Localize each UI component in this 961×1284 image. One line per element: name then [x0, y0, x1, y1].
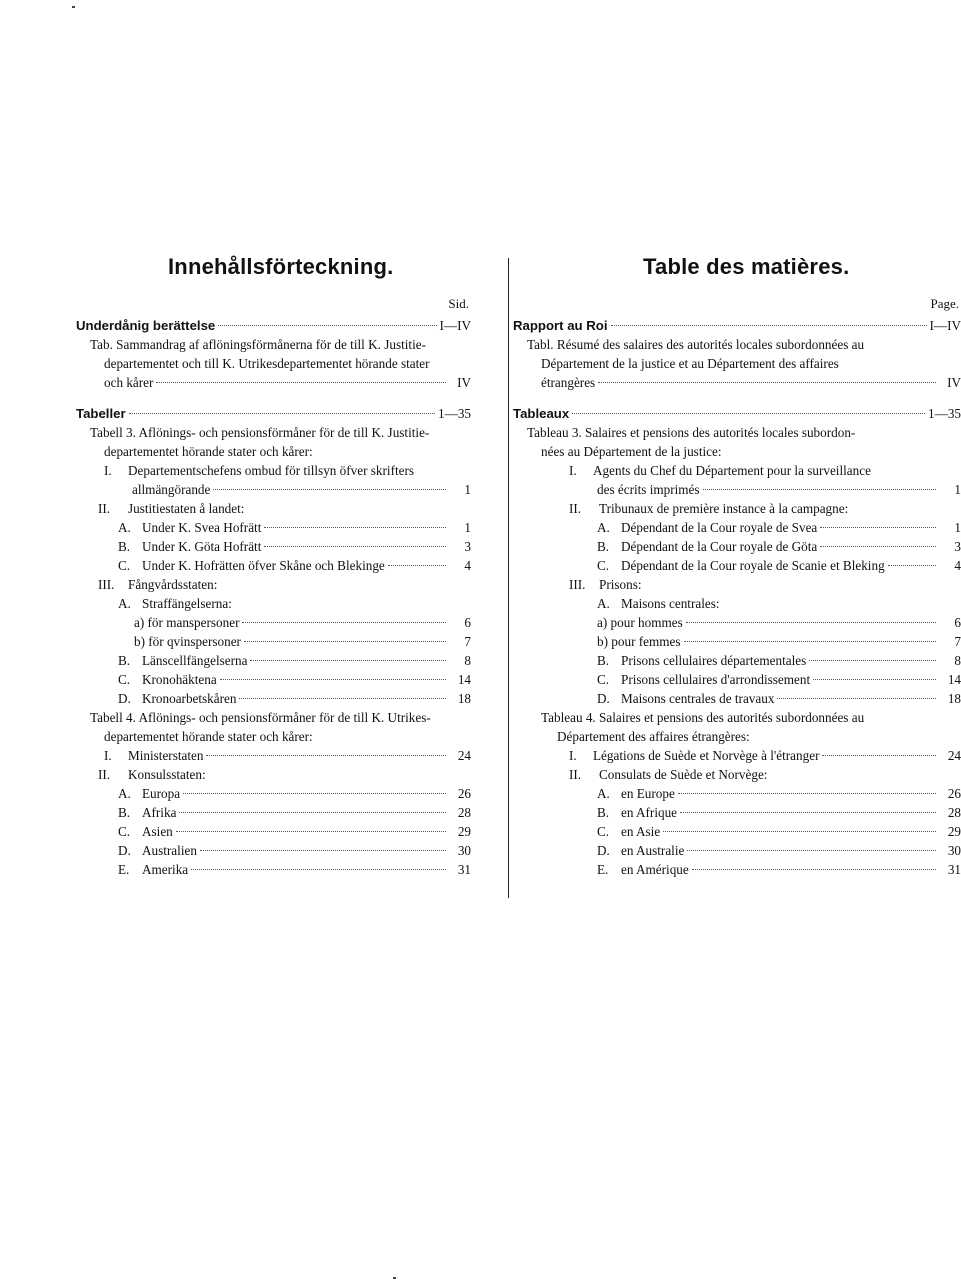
toc-entry-number: B.: [597, 805, 610, 820]
toc-entry: [513, 404, 961, 423]
toc-entry-number: I.: [104, 748, 112, 763]
toc-entry-page: 6: [954, 615, 961, 630]
toc-entry: [76, 689, 471, 708]
toc-entry-page: 1—35: [928, 406, 961, 421]
toc-entry: [513, 480, 961, 499]
toc-entry-text: Fångvårdsstaten:: [128, 577, 218, 592]
toc-entry-text: Tabeller: [76, 406, 126, 421]
toc-entry-number: B.: [118, 805, 131, 820]
toc-entry-text: b) för qvinspersoner: [134, 634, 241, 649]
toc-entry-text: Justitiestaten å landet:: [128, 501, 245, 516]
toc-entry-text: Straffängelserna:: [142, 596, 232, 611]
dot-leader: [264, 546, 446, 547]
toc-entry: [76, 423, 471, 442]
toc-entry-number: A.: [597, 596, 610, 611]
toc-entry-page: I—IV: [439, 318, 471, 333]
toc-entry: [513, 651, 961, 670]
toc-entry: [76, 480, 471, 499]
toc-entry: [513, 765, 961, 784]
toc-entry-page: 24: [947, 748, 961, 763]
toc-entry-text: Under K. Hofrätten öfver Skåne och Blekinge: [142, 558, 385, 573]
toc-entry-number: I.: [104, 463, 112, 478]
toc-entry-number: II.: [98, 501, 111, 516]
toc-entry: [513, 335, 961, 354]
dot-leader: [156, 382, 446, 383]
toc-entry-text: Underdånig berättelse: [76, 318, 216, 333]
toc-entry: [76, 537, 471, 556]
toc-entry-number: E.: [118, 862, 130, 877]
toc-entry-text: Australien: [142, 843, 197, 858]
toc-entry-number: D.: [118, 843, 131, 858]
toc-entry-text: Légations de Suède et Norvège à l'étranger: [593, 748, 820, 763]
toc-entry-text: nées au Département de la justice:: [541, 444, 722, 459]
toc-entry-text: departementet hörande stater och kårer:: [104, 444, 313, 459]
toc-entry: [513, 803, 961, 822]
toc-entry-number: A.: [118, 520, 131, 535]
dot-leader: [191, 869, 446, 870]
toc-entry-text: Departementschefens ombud för tillsyn öfver skrifters: [128, 463, 415, 478]
toc-entry: [513, 518, 961, 537]
toc-entry-page: 18: [457, 691, 471, 706]
dot-leader: [822, 755, 936, 756]
toc-entry-text: Dépendant de la Cour royale de Göta: [621, 539, 818, 554]
toc-entry-page: 7: [954, 634, 961, 649]
toc-entry-text: en Europe: [621, 786, 675, 801]
toc-entry-text: allmängörande: [132, 482, 211, 497]
toc-entry-text: Tableau 4. Salaires et pensions des autorités subordonnées au: [541, 710, 865, 725]
toc-entry-page: 4: [954, 558, 961, 573]
toc-entry: [513, 632, 961, 651]
toc-entry: [76, 841, 471, 860]
toc-entry-text: a) pour hommes: [597, 615, 683, 630]
toc-entry-number: D.: [118, 691, 131, 706]
toc-entry: [76, 556, 471, 575]
toc-entry: [76, 632, 471, 651]
toc-entry-number: A.: [118, 786, 131, 801]
toc-entry-page: 26: [457, 786, 471, 801]
toc-entry-number: D.: [597, 843, 610, 858]
toc-entry: [76, 822, 471, 841]
toc-entry: [513, 708, 961, 727]
toc-entry: [513, 575, 961, 594]
toc-entry-text: Tabl. Résumé des salaires des autorités locales subordonnées au: [527, 337, 865, 352]
toc-entry: [513, 670, 961, 689]
toc-entry-page: 4: [464, 558, 471, 573]
toc-entry-text: Asien: [142, 824, 173, 839]
toc-entry-number: B.: [597, 539, 610, 554]
dot-leader: [239, 698, 446, 699]
toc-entry: [513, 822, 961, 841]
toc-entry: [76, 373, 471, 392]
toc-entry: [76, 461, 471, 480]
toc-entry: [76, 335, 471, 354]
toc-entry-page: 28: [947, 805, 961, 820]
toc-entry-text: Prisons cellulaires départementales: [621, 653, 807, 668]
toc-entry: [513, 316, 961, 335]
toc-entry: [513, 841, 961, 860]
toc-entry-text: Amerika: [142, 862, 189, 877]
toc-entry-page: 14: [947, 672, 961, 687]
toc-entry-page: 24: [457, 748, 471, 763]
dot-leader: [611, 325, 927, 326]
toc-entry-text: en Asie: [621, 824, 661, 839]
toc-entry-page: 28: [457, 805, 471, 820]
toc-entry-number: C.: [597, 672, 610, 687]
toc-entry-text: och kårer: [104, 375, 154, 390]
toc-entry: [76, 784, 471, 803]
toc-entry-number: I.: [569, 463, 577, 478]
toc-entry-text: Tableaux: [513, 406, 570, 421]
toc-entry: [513, 373, 961, 392]
toc-entry-text: b) pour femmes: [597, 634, 681, 649]
toc-entry-number: C.: [118, 824, 131, 839]
toc-entry-page: 29: [457, 824, 471, 839]
toc-entry-number: A.: [597, 520, 610, 535]
toc-entry-text: Kronohäktena: [142, 672, 217, 687]
page-column-label-swedish: Sid.: [448, 296, 469, 311]
dot-leader: [242, 622, 446, 623]
dot-leader: [176, 831, 446, 832]
toc-entry-text: departementet och till K. Utrikesdepartementet hörande stater: [104, 356, 430, 371]
toc-entry-number: A.: [118, 596, 131, 611]
toc-entry-number: I.: [569, 748, 577, 763]
toc-entry-text: Tabell 3. Aflönings- och pensionsförmåner för de till K. Justitie-: [90, 425, 430, 440]
toc-entry-page: 18: [947, 691, 961, 706]
toc-entry-page: 29: [947, 824, 961, 839]
toc-entry: [76, 746, 471, 765]
toc-entry: [513, 594, 961, 613]
toc-entry: [513, 860, 961, 879]
toc-entry-text: Consulats de Suède et Norvège:: [599, 767, 768, 782]
toc-entry-text: Under K. Svea Hofrätt: [142, 520, 262, 535]
toc-entry-number: B.: [118, 539, 131, 554]
toc-entry-page: 1: [954, 520, 961, 535]
toc-entry-text: departementet hörande stater och kårer:: [104, 729, 313, 744]
toc-entry: [513, 537, 961, 556]
dot-leader: [684, 641, 937, 642]
toc-entry-page: 8: [464, 653, 471, 668]
toc-entry-page: 8: [954, 653, 961, 668]
toc-entry-number: C.: [597, 824, 610, 839]
toc-title-swedish: Innehållsförteckning.: [168, 254, 394, 279]
toc-entry: [76, 860, 471, 879]
toc-entry: [513, 442, 961, 461]
dot-leader: [703, 489, 936, 490]
dot-leader: [264, 527, 446, 528]
toc-entry-text: Prisons cellulaires d'arrondissement: [621, 672, 811, 687]
toc-entry-text: Dépendant de la Cour royale de Svea: [621, 520, 818, 535]
dot-leader: [678, 793, 936, 794]
dot-leader: [888, 565, 936, 566]
toc-entry: [76, 613, 471, 632]
toc-entry-number: II.: [569, 767, 582, 782]
toc-entry-number: B.: [597, 653, 610, 668]
dot-leader: [213, 489, 446, 490]
dot-leader: [820, 527, 936, 528]
toc-entry: [76, 518, 471, 537]
toc-entry: [513, 746, 961, 765]
toc-entry-text: Tribunaux de première instance à la campagne:: [599, 501, 849, 516]
toc-entry-page: 1—35: [438, 406, 471, 421]
toc-entry: [76, 727, 471, 746]
toc-entry-page: I—IV: [929, 318, 961, 333]
toc-entry: [76, 594, 471, 613]
toc-entry: [513, 461, 961, 480]
toc-entry: [76, 708, 471, 727]
toc-entry-text: en Amérique: [621, 862, 689, 877]
toc-entry: [76, 499, 471, 518]
toc-entry-number: C.: [597, 558, 610, 573]
toc-entry: [76, 442, 471, 461]
toc-entry-text: en Afrique: [621, 805, 678, 820]
toc-entry-text: a) för manspersoner: [134, 615, 240, 630]
dot-leader: [244, 641, 446, 642]
toc-entry: [76, 765, 471, 784]
toc-entry-text: Département de la justice et au Département des affaires: [541, 356, 839, 371]
toc-entry-text: Prisons:: [599, 577, 642, 592]
toc-entry: [76, 404, 471, 423]
toc-entry-text: Agents du Chef du Département pour la surveillance: [593, 463, 871, 478]
toc-entry-text: Tab. Sammandrag af aflöningsförmånerna för de till K. Justitie-: [90, 337, 426, 352]
toc-entry-page: 31: [457, 862, 471, 877]
dot-leader: [680, 812, 936, 813]
toc-entry-page: 1: [954, 482, 961, 497]
dot-leader: [692, 869, 936, 870]
scan-speck: [72, 6, 75, 8]
dot-leader: [687, 850, 936, 851]
toc-entry-page: IV: [457, 375, 471, 390]
dot-leader: [200, 850, 446, 851]
dot-leader: [388, 565, 446, 566]
toc-entry-number: III.: [569, 577, 586, 592]
dot-leader: [218, 325, 436, 326]
toc-entry-text: Under K. Göta Hofrätt: [142, 539, 262, 554]
toc-entry-text: en Australie: [621, 843, 685, 858]
dot-leader: [179, 812, 446, 813]
toc-entry: [513, 689, 961, 708]
dot-leader: [686, 622, 936, 623]
toc-entry: [76, 316, 471, 335]
scan-speck: [393, 1277, 396, 1279]
toc-entry-number: B.: [118, 653, 131, 668]
toc-entry-page: 3: [954, 539, 961, 554]
toc-entry-text: Europa: [142, 786, 181, 801]
toc-entry-page: 1: [464, 520, 471, 535]
toc-entry-number: III.: [98, 577, 115, 592]
toc-entry-number: E.: [597, 862, 609, 877]
toc-entry-text: Kronoarbetskåren: [142, 691, 237, 706]
toc-entry-text: des écrits imprimés: [597, 482, 700, 497]
dot-leader: [598, 382, 936, 383]
toc-entry-text: Rapport au Roi: [513, 318, 608, 333]
toc-entry-page: 7: [464, 634, 471, 649]
toc-entry: [513, 354, 961, 373]
toc-entry: [513, 423, 961, 442]
toc-entry-page: 31: [947, 862, 961, 877]
toc-entry: [76, 354, 471, 373]
toc-entry-page: 1: [464, 482, 471, 497]
toc-entry-page: IV: [947, 375, 961, 390]
toc-entry-text: Maisons centrales de travaux: [621, 691, 775, 706]
toc-entry: [513, 556, 961, 575]
dot-leader: [250, 660, 446, 661]
toc-entry-page: 14: [457, 672, 471, 687]
toc-entry: [513, 499, 961, 518]
dot-leader: [572, 413, 925, 414]
toc-entry-text: Tabell 4. Aflönings- och pensionsförmåner för de till K. Utrikes-: [90, 710, 431, 725]
dot-leader: [777, 698, 936, 699]
page-column-label-french: Page.: [930, 296, 959, 311]
toc-entry: [513, 613, 961, 632]
toc-title-french: Table des matières.: [643, 254, 850, 279]
dot-leader: [809, 660, 936, 661]
toc-entry: [76, 803, 471, 822]
toc-entry: [76, 575, 471, 594]
toc-entry-text: Maisons centrales:: [621, 596, 720, 611]
toc-entry-text: Dépendant de la Cour royale de Scanie et Bleking: [621, 558, 885, 573]
toc-entry-text: Département des affaires étrangères:: [557, 729, 750, 744]
toc-entry: [513, 784, 961, 803]
toc-entry-number: A.: [597, 786, 610, 801]
dot-leader: [813, 679, 936, 680]
dot-leader: [820, 546, 936, 547]
column-divider: [508, 258, 509, 898]
toc-entry-text: Afrika: [142, 805, 177, 820]
toc-entry-page: 30: [457, 843, 471, 858]
toc-entry: [76, 651, 471, 670]
toc-entry-text: Tableau 3. Salaires et pensions des autorités locales subordon-: [527, 425, 856, 440]
dot-leader: [206, 755, 446, 756]
toc-entry-text: étrangères: [541, 375, 596, 390]
toc-entry-page: 26: [947, 786, 961, 801]
dot-leader: [220, 679, 446, 680]
toc-entry-page: 3: [464, 539, 471, 554]
toc-entry: [513, 727, 961, 746]
toc-entry: [76, 670, 471, 689]
toc-entry-number: C.: [118, 672, 131, 687]
toc-entry-number: II.: [98, 767, 111, 782]
toc-entry-page: 6: [464, 615, 471, 630]
toc-entry-text: Länscellfängelserna: [142, 653, 248, 668]
dot-leader: [183, 793, 446, 794]
dot-leader: [663, 831, 936, 832]
toc-entry-number: D.: [597, 691, 610, 706]
toc-entry-text: Konsulsstaten:: [128, 767, 206, 782]
toc-entry-text: Ministerstaten: [128, 748, 204, 763]
dot-leader: [129, 413, 435, 414]
toc-entry-number: C.: [118, 558, 131, 573]
toc-entry-number: II.: [569, 501, 582, 516]
toc-entry-page: 30: [947, 843, 961, 858]
